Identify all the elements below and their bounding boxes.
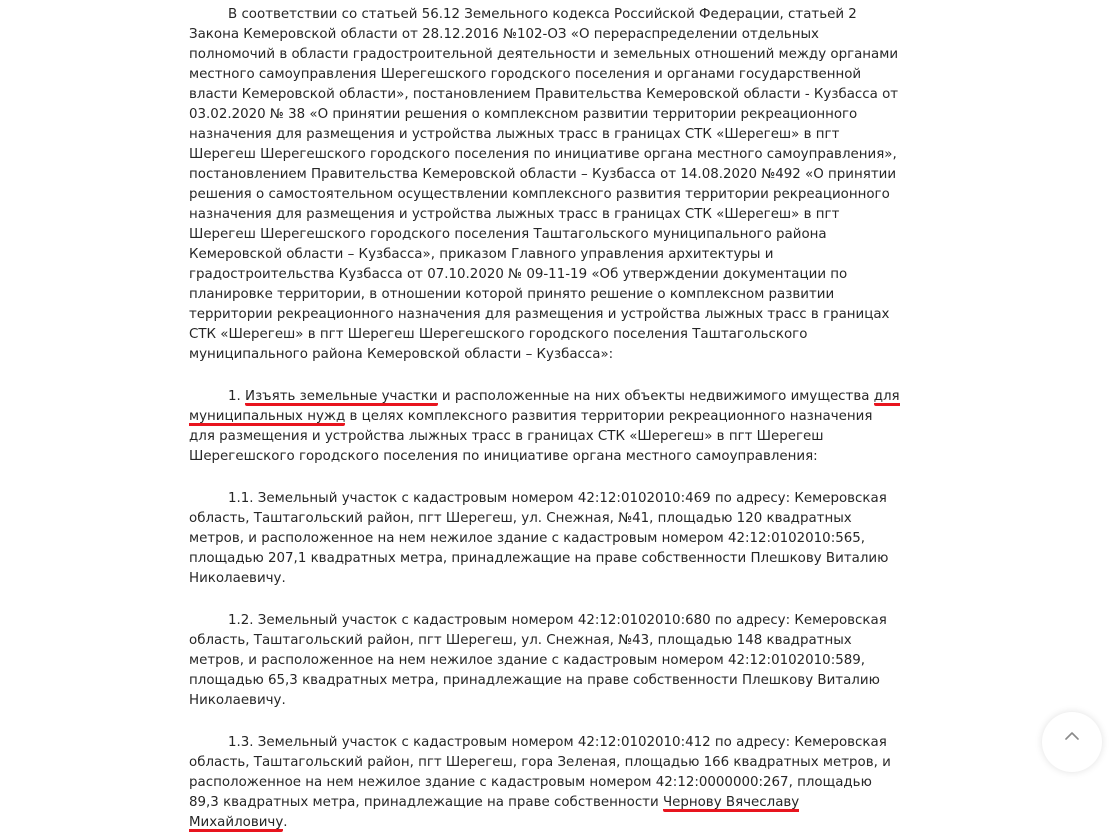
scroll-to-top-button[interactable] bbox=[1042, 712, 1102, 772]
highlight-municipal-needs: для муниципальных нужд bbox=[189, 389, 900, 424]
item-1-2-paragraph: 1.2. Земельный участок с кадастровым номером 42:12:0102010:680 по адресу: Кемеровская область, Таштагольский район, пгт Шерегеш, ул. Снежная, №43, площадью 148 квадратных метров, и расположенное на нем нежилое здание с кадастровым номером 42:12:0102010:589, площадью 65,3 квадратных метра, принадлежащие на праве собственности Плешкову Виталию Николаевичу. bbox=[189, 613, 887, 708]
item-1-paragraph bbox=[189, 387, 901, 467]
item-1-3-end: . bbox=[283, 815, 288, 830]
item-1-number: 1. bbox=[228, 389, 246, 404]
document-body bbox=[189, 5, 901, 833]
item-1-text-rest: в целях комплексного развития территории рекреационного назначения для размещения и устройства лыжных трасс в границах СТК «Шерегеш» в пгт Шерегеш Шерегешского городского поселения по инициативе органа местного самоуправления: bbox=[189, 409, 873, 464]
item-1-3-paragraph bbox=[189, 733, 901, 833]
highlight-seize-land: Изъять земельные участки bbox=[245, 389, 438, 404]
highlight-owner-name: Чернову Вячеславу Михайловичу bbox=[189, 795, 800, 830]
item-1-3-text: 1.3. Земельный участок с кадастровым номером 42:12:0102010:412 по адресу: Кемеровская область, Таштагольский район, пгт Шерегеш, гора Зеленая, площадью 166 квадратных метров, и расположенное на нем нежилое здание с кадастровым номером 42:12:0000000:267, площадью 89,3 квадратных метра, принадлежащие на праве собственности bbox=[189, 735, 891, 810]
item-1-text-part: и расположенные на них объекты недвижимого имущества bbox=[437, 389, 874, 404]
item-1-1-paragraph: 1.1. Земельный участок с кадастровым номером 42:12:0102010:469 по адресу: Кемеровская область, Таштагольский район, пгт Шерегеш, ул. Снежная, №41, площадью 120 квадратных метров, и расположенное на нем нежилое здание с кадастровым номером 42:12:0102010:565, площадью 207,1 квадратных метра, принадлежащие на праве собственности Плешкову Виталию Николаевичу. bbox=[189, 491, 889, 586]
chevron-up-icon bbox=[1065, 731, 1079, 740]
preamble-paragraph: В соответствии со статьей 56.12 Земельного кодекса Российской Федерации, статьей 2 Закона Кемеровской области от 28.12.2016 №102-ОЗ «О перераспределении отдельных полномочий в области градостроительной деятельности и земельных отношений между органами местного самоуправления Шерегешского городского поселения и органами государственной власти Кемеровской области», постановлением Правительства Кемеровской области - Кузбасса от 03.02.2020 № 38 «О принятии решения о комплексном развитии территории рекреационного назначения для размещения и устройства лыжных трасс в границах СТК «Шерегеш» в пгт Шерегеш Шерегешского городского поселения по инициативе органа местного самоуправления», постановлением Правительства Кемеровской области – Кузбасса от 14.08.2020 №492 «О принятии решения о самостоятельном осуществлении комплексного развития территории рекреационного назначения для размещения и устройства лыжных трасс в границах СТК «Шерегеш» в пгт Шерегеш Шерегешского городского поселения Таштагольского муниципального района Кемеровской области – Кузбасса», приказом Главного управления архитектуры и градостроительства Кузбасса от 07.10.2020 № 09-11-19 «Об утверждении документации по планировке территории, в отношении которой принято решение о комплексном развитии территории рекреационного назначения для размещения и устройства лыжных трасс в границах СТК «Шерегеш» в пгт Шерегеш Шерегешского городского поселения Таштагольского муниципального района Кемеровской области – Кузбасса»: bbox=[189, 7, 899, 362]
